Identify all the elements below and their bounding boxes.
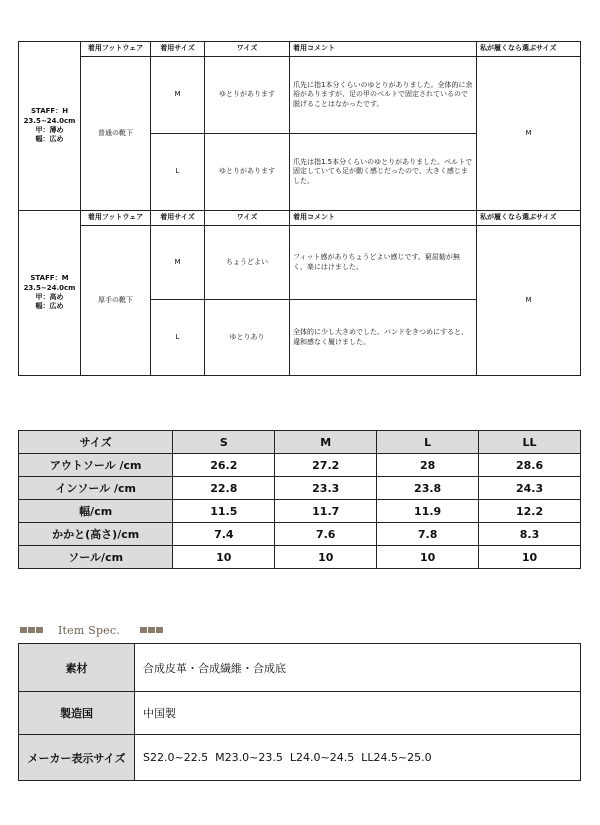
size-row-label: インソール /cm xyxy=(19,477,173,500)
square-ornament-icon xyxy=(140,627,147,633)
choose-cell: M xyxy=(477,57,581,211)
size-header-cell: M xyxy=(275,431,377,454)
square-ornament-icon xyxy=(148,627,155,633)
comment-text: 全体的に少し大きめでした。バンドをきつめにすると、違和感なく履けました。 xyxy=(293,328,468,346)
size-value: 7.6 xyxy=(275,523,377,546)
staff-table-header-row xyxy=(19,42,581,57)
spec-row xyxy=(19,735,581,781)
size-row-label: ソール/cm xyxy=(19,546,173,569)
width-cell: ゆとりがあります xyxy=(205,57,290,134)
spec-row xyxy=(19,692,581,735)
spec-value: 中国製 xyxy=(135,692,581,735)
square-ornament-icon xyxy=(156,627,163,633)
footwear-cell: 厚手の靴下 xyxy=(81,226,151,376)
footwear-cell: 普通の靴下 xyxy=(81,57,151,211)
square-ornament-icon xyxy=(20,627,27,633)
size-value: 7.4 xyxy=(173,523,275,546)
size-row xyxy=(19,477,581,500)
header-comment: 着用コメント xyxy=(290,42,477,57)
size-header-row xyxy=(19,431,581,454)
width-cell: ちょうどよい xyxy=(205,226,290,300)
size-header-cell: L xyxy=(377,431,479,454)
size-header-cell: LL xyxy=(479,431,581,454)
header-size: 着用サイズ xyxy=(151,42,205,57)
size-row xyxy=(19,500,581,523)
size-value: 24.3 xyxy=(479,477,581,500)
comment-cell xyxy=(290,134,477,211)
size-row-label: かかと(高さ)/cm xyxy=(19,523,173,546)
size-value: 11.5 xyxy=(173,500,275,523)
item-spec-heading xyxy=(20,622,164,638)
size-row-label: アウトソール /cm xyxy=(19,454,173,477)
staff-table-header-row xyxy=(19,211,581,226)
size-value: 11.7 xyxy=(275,500,377,523)
size-header-label: サイズ xyxy=(19,431,173,454)
size-value: 26.2 xyxy=(173,454,275,477)
size-value: 10 xyxy=(377,546,479,569)
width-cell: ゆとりがあります xyxy=(205,134,290,211)
size-value: 23.3 xyxy=(275,477,377,500)
size-row xyxy=(19,523,581,546)
spec-label: 素材 xyxy=(19,644,135,692)
square-ornament-icon xyxy=(28,627,35,633)
staff-profile-line: 甲：高め xyxy=(35,293,64,301)
spec-label: メーカー表示サイズ xyxy=(19,735,135,781)
header-width: ワイズ xyxy=(205,42,290,57)
staff-row xyxy=(19,226,581,300)
header-footwear: 着用フットウェア xyxy=(81,42,151,57)
width-cell: ゆとりあり xyxy=(205,300,290,376)
size-row xyxy=(19,454,581,477)
size-value: 28.6 xyxy=(479,454,581,477)
staff-profile-line: 23.5~24.0cm xyxy=(23,116,76,125)
comment-text: 爪先に指1本分くらいのゆとりがありました。全体的に余裕がありますが、足の甲のベルトで固定されているので脱げることはなかったです。 xyxy=(293,80,473,108)
staff-profile-cell xyxy=(19,211,81,376)
size-value: 28 xyxy=(377,454,479,477)
staff-profile-line: STAFF：M xyxy=(30,274,69,283)
comment-text: フィット感がありちょうどよい感じです。窮屈勧が無く、楽にはけました。 xyxy=(293,253,460,271)
comment-text: 爪先は指1.5本分くらいのゆとりがありました。ベルトで固定していても足が動く感じだったので、大きく感じました。 xyxy=(293,157,473,185)
size-value: 12.2 xyxy=(479,500,581,523)
size-chart-table xyxy=(18,430,581,569)
staff-profile-line: 甲：薄め xyxy=(35,126,64,134)
size-row-label: 幅/cm xyxy=(19,500,173,523)
header-size: 着用サイズ xyxy=(151,211,205,226)
size-value: 22.8 xyxy=(173,477,275,500)
header-comment: 着用コメント xyxy=(290,211,477,226)
spec-value: S22.0~22.5 M23.0~23.5 L24.0~24.5 LL24.5~25.0 xyxy=(135,735,581,781)
spec-value: 合成皮革・合成繊維・合成底 xyxy=(135,644,581,692)
size-value: 8.3 xyxy=(479,523,581,546)
staff-row xyxy=(19,57,581,134)
staff-profile-line: 23.5~24.0cm xyxy=(23,283,76,292)
size-value: 23.8 xyxy=(377,477,479,500)
size-value: 10 xyxy=(479,546,581,569)
spec-label: 製造国 xyxy=(19,692,135,735)
size-row xyxy=(19,546,581,569)
size-header-cell: S xyxy=(173,431,275,454)
header-choose: 私が履くなら選ぶサイズ xyxy=(477,42,581,57)
size-value: 11.9 xyxy=(377,500,479,523)
comment-cell xyxy=(290,226,477,300)
staff-profile-line: 幅：広め xyxy=(35,302,64,311)
item-spec-table xyxy=(18,643,581,781)
staff-fitting-table xyxy=(18,41,581,376)
choose-cell: M xyxy=(477,226,581,376)
item-spec-title: Item Spec. xyxy=(58,623,120,637)
header-width: ワイズ xyxy=(205,211,290,226)
size-cell: M xyxy=(151,57,205,134)
size-value: 10 xyxy=(275,546,377,569)
header-footwear: 着用フットウェア xyxy=(81,211,151,226)
size-value: 10 xyxy=(173,546,275,569)
comment-cell xyxy=(290,300,477,376)
size-cell: L xyxy=(151,134,205,211)
size-cell: M xyxy=(151,226,205,300)
header-choose: 私が履くなら選ぶサイズ xyxy=(477,211,581,226)
staff-profile-line: STAFF：H xyxy=(30,107,69,116)
size-value: 7.8 xyxy=(377,523,479,546)
comment-cell xyxy=(290,57,477,134)
staff-profile-line: 幅：広め xyxy=(35,135,64,144)
staff-profile-cell xyxy=(19,42,81,211)
spec-row xyxy=(19,644,581,692)
square-ornament-icon xyxy=(36,627,43,633)
size-cell: L xyxy=(151,300,205,376)
size-value: 27.2 xyxy=(275,454,377,477)
